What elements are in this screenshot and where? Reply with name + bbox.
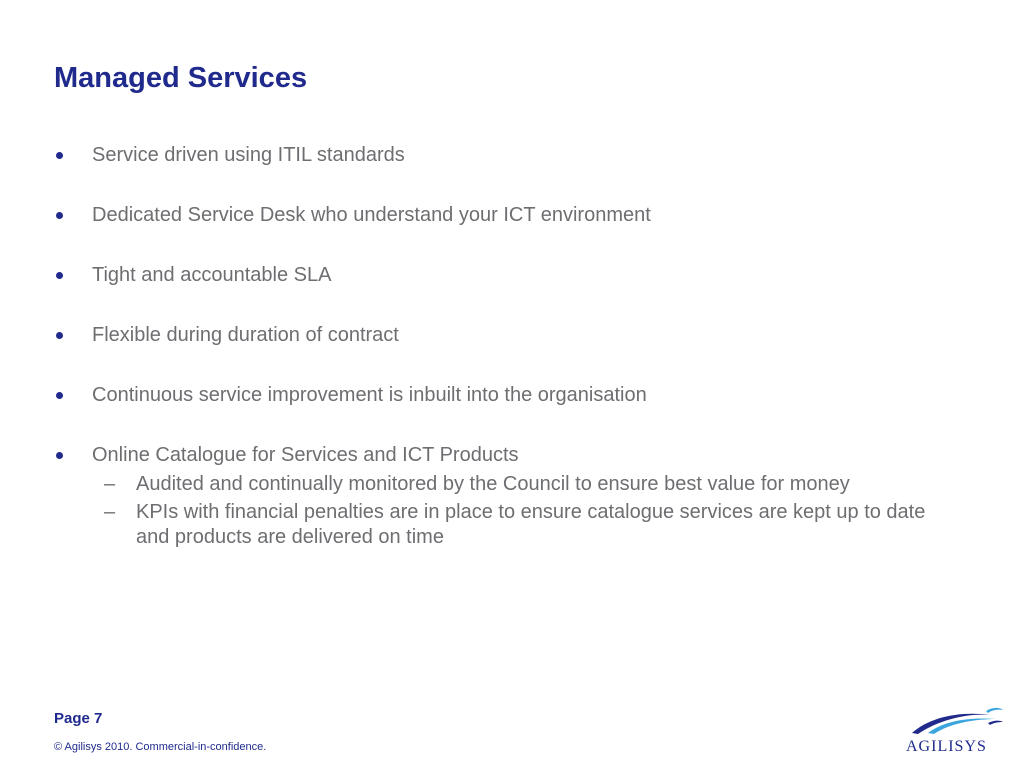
bullet-list [54,141,974,553]
bullet-text: Service driven using ITIL standards [92,144,405,166]
bullet-item [54,381,974,441]
bullet-text: Continuous service improvement is inbuilt into the organisation [92,384,647,406]
bullet-dot-icon [56,272,63,279]
bullet-item [54,441,974,550]
wave-swoosh-icon [910,707,1004,737]
bullet-dot-icon [56,212,63,219]
sub-bullet-list [54,472,974,550]
sub-bullet-text: KPIs with financial penalties are in place to ensure catalogue services are kept up to date and products are delivered on time [136,501,926,548]
bullet-dot-icon [56,332,63,339]
sub-bullet-text: Audited and continually monitored by the Council to ensure best value for money [136,473,850,495]
sub-bullet-item [54,500,974,550]
logo-wordmark: AGILISYS [906,738,987,755]
bullet-item [54,141,974,201]
sub-bullet-item [54,472,974,497]
bullet-item [54,261,974,321]
bullet-item [54,321,974,381]
bullet-dot-icon [56,152,63,159]
bullet-text: Online Catalogue for Services and ICT Products [92,444,519,466]
bullet-dot-icon [56,392,63,399]
company-logo [900,707,1005,759]
bullet-item [54,201,974,261]
bullet-text: Flexible during duration of contract [92,324,399,346]
copyright-text: © Agilisys 2010. Commercial-in-confidence. [54,741,267,753]
slide-title: Managed Services [54,62,308,94]
bullet-text: Dedicated Service Desk who understand your ICT environment [92,204,651,226]
page-number: Page 7 [54,710,103,727]
bullet-text: Tight and accountable SLA [92,264,332,286]
bullet-dot-icon [56,452,63,459]
dash-icon: – [104,473,116,495]
dash-icon: – [104,501,116,523]
